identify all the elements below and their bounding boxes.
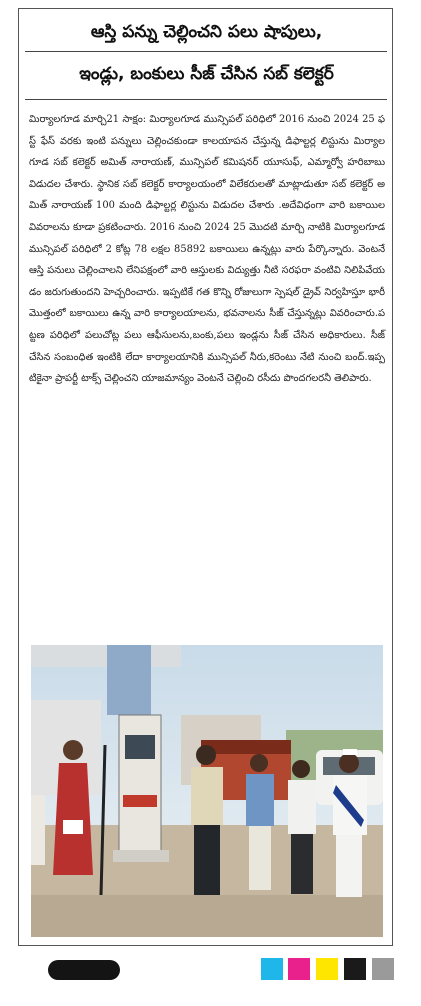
gray-swatch <box>372 958 394 980</box>
page-marker-pill <box>48 960 120 980</box>
photo-illustration <box>31 645 383 937</box>
news-photo <box>31 645 383 937</box>
headline-line-1: ఆస్తి పన్ను చెల్లించని పలు షాపులు, <box>90 22 323 42</box>
article-frame <box>18 8 393 946</box>
headline-underline <box>25 99 387 100</box>
headline-line-2: ఇండ్లు, బంకులు సీజ్ చేసిన సబ్ కలెక్టర్ <box>79 64 334 84</box>
yellow-swatch <box>316 958 338 980</box>
black-swatch <box>344 958 366 980</box>
headline-divider <box>25 51 387 52</box>
cyan-swatch <box>261 958 283 980</box>
magenta-swatch <box>288 958 310 980</box>
article-body: మిర్యాలగూడ మార్చి21 సాక్షం: మిర్యాలగూడ మున్సిపల్ పరిధిలో 2016 నుంచి 2024 25 ఫస్ట్ ఫేస్ వరకు ఇంటి పన్నులు చెల్లించకుండా కాలయాపన చేస్తున్న డిఫాల్టర్ల లిస్టును మిర్యాలగూడ సబ్ కలెక్టర్ అమిత్ నారాయణ్, మున్సిపల్ కమిషనర్ యూసుఫ్, ఎమ్మార్వో హరిబాబు విడుదల చేశారు. స్థానిక సబ్ కలెక్టర్ కార్యాలయంలో విలేకరులతో మాట్లాడుతూ సబ్ కలెక్టర్ అమిత్ నారాయణ్ 100 మంది డిఫాల్టర్ల లిస్టును విడుదల చేశారు .అదేవిధంగా వారి బకాయిల వివరాలను కూడా ప్రకటించారు. 2016 నుంచి 2024 25 మొదటి మార్చి నాటికి మిర్యాలగూడ మున్సిపల్ పరిధిలో 2 కోట్ల 78 లక్షల 85892 బకాయిలు ఉన్నట్లు వారు పేర్కొన్నారు. వెంటనే ఆస్తి పనులు చెల్లించాలని లేనిపక్షంలో వారి ఆస్తులకు విద్యుత్తు నీటి సరఫరా వంటివి నిలిపివేయడం జరుగుతుందని హెచ్చరించారు. ఇప్పటికే గత కొన్ని రోజులుగా స్పెషల్ డ్రైవ్ నిర్వహిస్తూ భారీ మొత్తంలో బకాయిలు ఉన్న వారి కార్యాలయాలను, భవనాలను సీజ్ చేస్తున్నట్లు వివరించారు.పట్టణ పరిధిలో పలుచోట్ల పలు ఆఫీసులను,బంకు,పలు ఇండ్లను సీజ్ చేసిన అధికారులు. సీజ్ చేసిన సంబంధిత ఇంటికి లేదా కార్యాలయానికి మున్సిపల్ నీరు,కరెంటు నేటి నుంచి బంద్.ఇప్పటికైనా ప్రాపర్టీ టాక్స్ చెల్లించని యాజమాన్యం వెంటనే చెల్లించి రసీదు పొందగలరనీ తెలిపారు. <box>29 114 385 385</box>
